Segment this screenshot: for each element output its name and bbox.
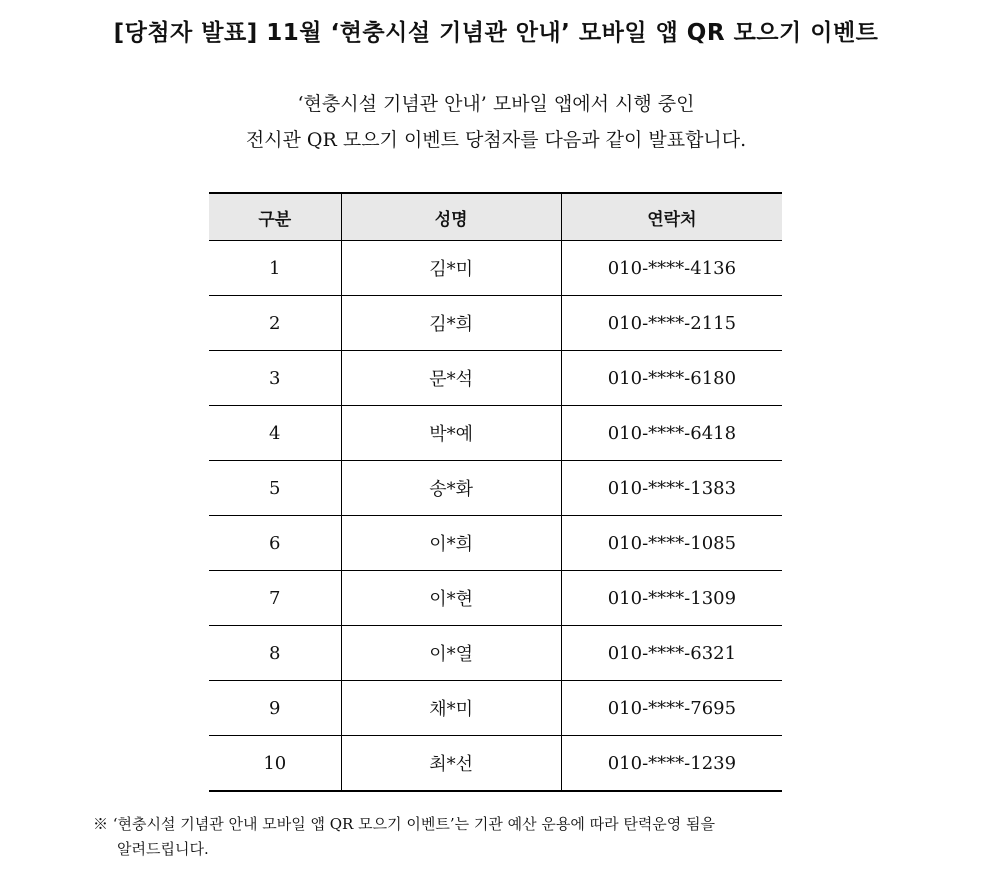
table-row	[209, 571, 782, 626]
table-row	[209, 626, 782, 681]
intro-text	[0, 86, 992, 158]
footnote-line-2: 알려드립니다.	[117, 840, 209, 858]
row-number: 9	[209, 681, 341, 736]
header-contact: 연락처	[561, 193, 782, 241]
row-contact: 010-****-1239	[561, 736, 782, 792]
table-row	[209, 736, 782, 792]
row-name: 문*석	[341, 351, 561, 406]
row-number: 7	[209, 571, 341, 626]
row-name: 최*선	[341, 736, 561, 792]
header-number: 구분	[209, 193, 341, 241]
header-name: 성명	[341, 193, 561, 241]
row-contact: 010-****-7695	[561, 681, 782, 736]
row-number: 1	[209, 241, 341, 296]
row-name: 채*미	[341, 681, 561, 736]
row-contact: 010-****-6321	[561, 626, 782, 681]
row-name: 김*미	[341, 241, 561, 296]
row-contact: 010-****-1309	[561, 571, 782, 626]
row-contact: 010-****-6180	[561, 351, 782, 406]
footnote-line-1: ※ ‘현충시설 기념관 안내 모바일 앱 QR 모으기 이벤트’는 기관 예산 운용에 따라 탄력운영 됨을	[93, 815, 716, 833]
row-number: 6	[209, 516, 341, 571]
row-name: 송*화	[341, 461, 561, 516]
intro-line-2: 전시관 QR 모으기 이벤트 당첨자를 다음과 같이 발표합니다.	[245, 129, 747, 151]
table-row	[209, 241, 782, 296]
row-contact: 010-****-2115	[561, 296, 782, 351]
table-header-row	[209, 193, 782, 241]
row-name: 이*현	[341, 571, 561, 626]
row-name: 박*예	[341, 406, 561, 461]
intro-line-1: ‘현충시설 기념관 안내’ 모바일 앱에서 시행 중인	[297, 93, 695, 115]
row-contact: 010-****-1383	[561, 461, 782, 516]
row-number: 3	[209, 351, 341, 406]
row-name: 이*열	[341, 626, 561, 681]
row-number: 4	[209, 406, 341, 461]
page-title: [당첨자 발표] 11월 ‘현충시설 기념관 안내’ 모바일 앱 QR 모으기 이벤트	[113, 20, 879, 46]
table-row	[209, 516, 782, 571]
row-number: 2	[209, 296, 341, 351]
row-number: 10	[209, 736, 341, 792]
row-contact: 010-****-6418	[561, 406, 782, 461]
row-contact: 010-****-1085	[561, 516, 782, 571]
footnote	[93, 812, 893, 862]
table-row	[209, 351, 782, 406]
table-row	[209, 461, 782, 516]
table-row	[209, 296, 782, 351]
table-row	[209, 406, 782, 461]
row-number: 8	[209, 626, 341, 681]
row-number: 5	[209, 461, 341, 516]
row-contact: 010-****-4136	[561, 241, 782, 296]
table-row	[209, 681, 782, 736]
row-name: 이*희	[341, 516, 561, 571]
winners-table	[209, 192, 782, 792]
row-name: 김*희	[341, 296, 561, 351]
